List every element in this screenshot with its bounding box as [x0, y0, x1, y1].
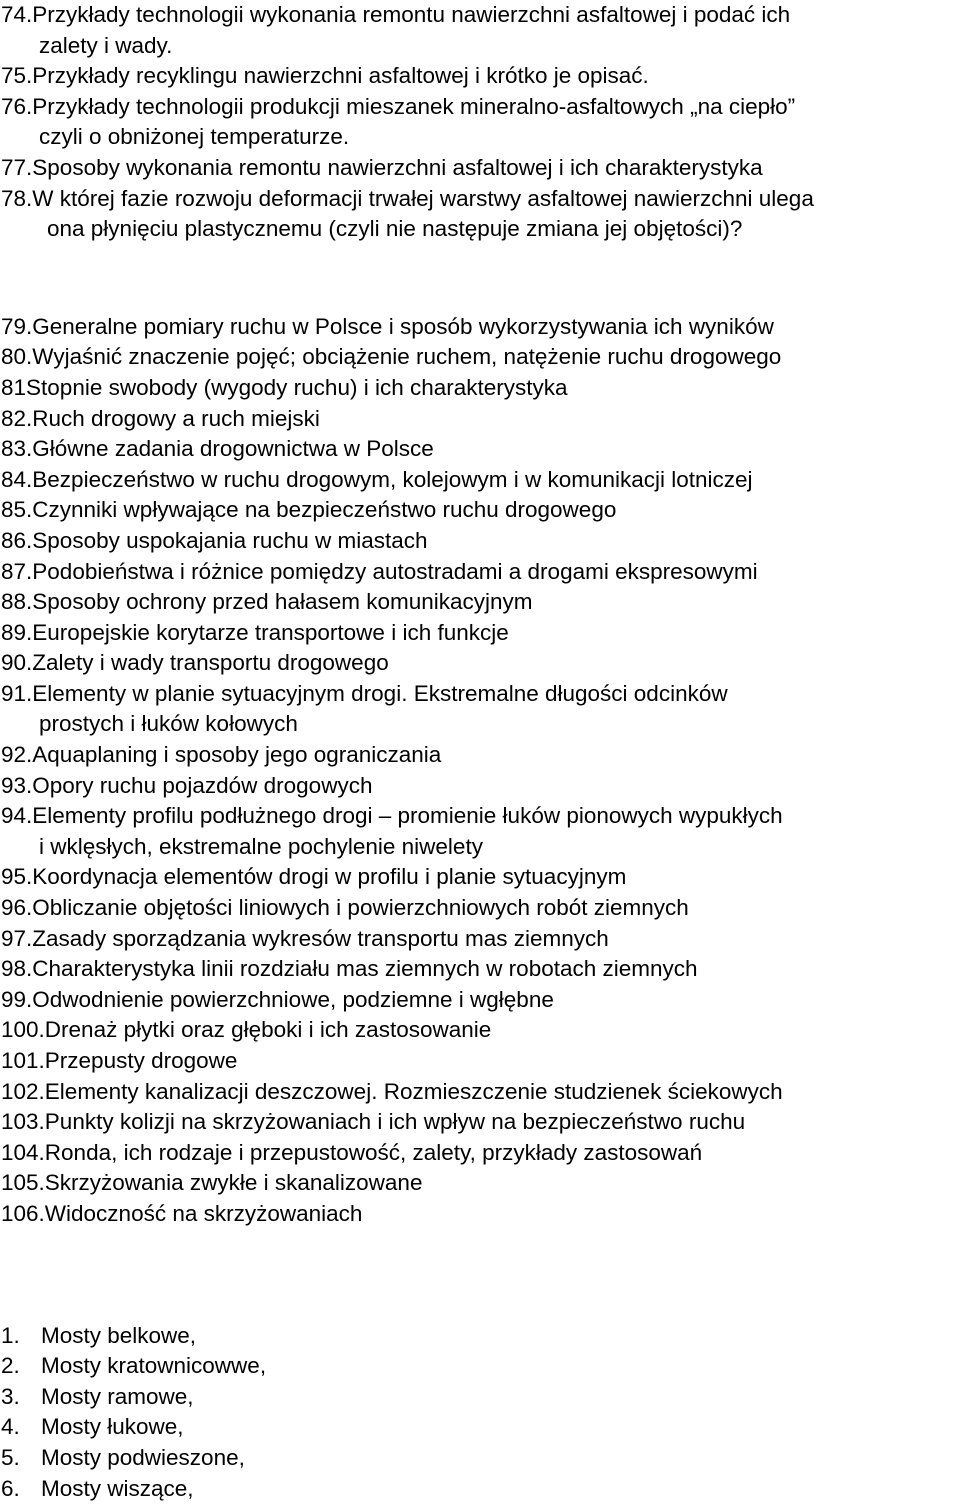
list-item	[0, 924, 960, 955]
item-text: W której fazie rozwoju deformacji trwałej warstwy asfaltowej nawierzchni ulega	[32, 185, 814, 211]
item-text: Skrzyżowania zwykłe i skanalizowane	[44, 1170, 423, 1196]
item-text: Przykłady recyklingu nawierzchni asfaltowej i krótko je opisać.	[32, 63, 649, 89]
item-text: Elementy kanalizacji deszczowej. Rozmieszczenie studzienek ściekowych	[44, 1078, 783, 1104]
item-text: Sposoby ochrony przed hałasem komunikacyjnym	[32, 589, 533, 615]
item-text: Mosty wiszące,	[41, 1475, 194, 1501]
list-item	[0, 1046, 960, 1077]
item-number: 93.	[1, 772, 33, 798]
spacer	[0, 1230, 960, 1321]
item-number: 1.	[1, 1322, 20, 1348]
question-list-roads	[0, 312, 960, 1230]
item-number: 83.	[1, 436, 33, 462]
list-item	[0, 801, 960, 862]
list-item	[0, 862, 960, 893]
list-item	[0, 1321, 960, 1352]
item-number: 106.	[1, 1200, 45, 1226]
list-item	[0, 404, 960, 435]
list-item	[0, 495, 960, 526]
item-text: Zalety i wady transportu drogowego	[32, 650, 389, 676]
item-text: Podobieństwa i różnice pomiędzy autostradami a drogami ekspresowymi	[32, 558, 758, 584]
bridge-types-list	[0, 1321, 960, 1504]
item-number: 5.	[1, 1444, 20, 1470]
question-list-asphalt	[0, 0, 960, 245]
item-number: 82.	[1, 405, 33, 431]
list-item	[0, 0, 960, 61]
list-item	[0, 184, 960, 245]
item-text: Stopnie swobody (wygody ruchu) i ich charakterystyka	[26, 374, 568, 400]
item-number: 96.	[1, 895, 33, 921]
item-text: Opory ruchu pojazdów drogowych	[32, 772, 373, 798]
item-number: 6.	[1, 1475, 20, 1501]
item-number: 91.	[1, 680, 33, 706]
item-number: 3.	[1, 1383, 20, 1409]
item-text: Bezpieczeństwo w ruchu drogowym, kolejowym i w komunikacji lotniczej	[32, 466, 753, 492]
list-item	[0, 893, 960, 924]
item-text: Elementy profilu podłużnego drogi – promienie łuków pionowych wypukłych	[32, 803, 783, 829]
item-number: 87.	[1, 558, 33, 584]
item-number: 85.	[1, 497, 33, 523]
item-number: 2.	[1, 1353, 20, 1379]
item-number: 104.	[1, 1139, 45, 1165]
list-item	[0, 1107, 960, 1138]
item-number: 100.	[1, 1017, 45, 1043]
item-text: Sposoby wykonania remontu nawierzchni asfaltowej i ich charakterystyka	[32, 154, 763, 180]
item-text: Generalne pomiary ruchu w Polsce i sposób wykorzystywania ich wyników	[32, 313, 774, 339]
item-text: Odwodnienie powierzchniowe, podziemne i wgłębne	[32, 986, 554, 1012]
item-number: 103.	[1, 1109, 45, 1135]
item-number: 94.	[1, 803, 33, 829]
list-item	[0, 618, 960, 649]
item-number: 102.	[1, 1078, 45, 1104]
item-text: Czynniki wpływające na bezpieczeństwo ruchu drogowego	[32, 497, 617, 523]
item-text: Europejskie korytarze transportowe i ich funkcje	[32, 619, 509, 645]
list-item	[0, 1168, 960, 1199]
item-text: Widoczność na skrzyżowaniach	[44, 1200, 363, 1226]
item-number: 84.	[1, 466, 33, 492]
list-item	[0, 1474, 960, 1504]
list-item	[0, 679, 960, 740]
list-item	[0, 1138, 960, 1169]
item-number: 77.	[1, 154, 33, 180]
item-text: Elementy w planie sytuacyjnym drogi. Ekstremalne długości odcinków	[32, 680, 728, 706]
list-item	[0, 373, 960, 404]
item-text: Charakterystyka linii rozdziału mas ziemnych w robotach ziemnych	[32, 956, 698, 982]
list-item	[0, 648, 960, 679]
item-text: Mosty ramowe,	[41, 1383, 194, 1409]
item-text-continuation: zalety i wady.	[39, 32, 173, 58]
item-number: 81	[1, 374, 27, 400]
list-item	[0, 985, 960, 1016]
item-text: Wyjaśnić znaczenie pojęć; obciążenie ruchem, natężenie ruchu drogowego	[32, 344, 782, 370]
item-number: 88.	[1, 589, 33, 615]
item-number: 75.	[1, 63, 33, 89]
item-text: Koordynacja elementów drogi w profilu i planie sytuacyjnym	[32, 864, 627, 890]
list-item	[0, 61, 960, 92]
item-number: 90.	[1, 650, 33, 676]
list-item	[0, 1351, 960, 1382]
item-number: 101.	[1, 1048, 45, 1073]
item-text: Ruch drogowy a ruch miejski	[32, 405, 320, 431]
list-item	[0, 434, 960, 465]
item-text: Zasady sporządzania wykresów transportu mas ziemnych	[32, 925, 609, 951]
item-text-continuation: i wklęsłych, ekstremalne pochylenie niwelety	[39, 833, 483, 859]
item-text: Ronda, ich rodzaje i przepustowość, zalety, przykłady zastosowań	[44, 1139, 703, 1165]
item-number: 74.	[1, 2, 33, 27]
list-item	[0, 153, 960, 184]
list-item	[0, 1412, 960, 1443]
list-item	[0, 312, 960, 343]
item-text: Sposoby uspokajania ruchu w miastach	[32, 527, 428, 553]
item-number: 76.	[1, 93, 33, 119]
item-text: Mosty łukowe,	[41, 1414, 184, 1440]
list-item	[0, 1199, 960, 1230]
item-text: Obliczanie objętości liniowych i powierzchniowych robót ziemnych	[32, 895, 689, 921]
list-item	[0, 1382, 960, 1413]
item-number: 105.	[1, 1170, 45, 1196]
item-number: 79.	[1, 313, 33, 339]
item-text-continuation: ona płynięciu plastycznemu (czyli nie następuje zmiana jej objętości)?	[47, 216, 743, 242]
item-number: 80.	[1, 344, 33, 370]
item-number: 92.	[1, 742, 33, 768]
list-item	[0, 526, 960, 557]
list-item	[0, 1015, 960, 1046]
item-number: 99.	[1, 986, 33, 1012]
item-text: Przykłady technologii produkcji mieszanek mineralno-asfaltowych „na ciepło”	[32, 93, 796, 119]
item-text: Drenaż płytki oraz głęboki i ich zastosowanie	[44, 1017, 492, 1043]
list-item	[0, 587, 960, 618]
list-item	[0, 342, 960, 373]
item-text: Przykłady technologii wykonania remontu nawierzchni asfaltowej i podać ich	[32, 2, 791, 27]
item-text-continuation: czyli o obniżonej temperaturze.	[39, 124, 350, 150]
list-item	[0, 771, 960, 802]
item-number: 89.	[1, 619, 33, 645]
spacer	[0, 245, 960, 312]
item-text: Główne zadania drogownictwa w Polsce	[32, 436, 434, 462]
list-item	[0, 1443, 960, 1474]
item-number: 95.	[1, 864, 33, 890]
item-number: 98.	[1, 956, 33, 982]
item-number: 97.	[1, 925, 33, 951]
item-number: 78.	[1, 185, 33, 211]
list-item	[0, 92, 960, 153]
item-text: Przepusty drogowe	[44, 1048, 238, 1073]
item-number: 86.	[1, 527, 33, 553]
item-text: Mosty kratownicowwe,	[41, 1353, 267, 1379]
list-item	[0, 740, 960, 771]
item-number: 4.	[1, 1414, 20, 1440]
list-item	[0, 1077, 960, 1108]
list-item	[0, 954, 960, 985]
list-item	[0, 557, 960, 588]
list-item	[0, 465, 960, 496]
item-text: Mosty podwieszone,	[41, 1444, 245, 1470]
item-text: Mosty belkowe,	[41, 1322, 197, 1348]
item-text-continuation: prostych i łuków kołowych	[39, 711, 298, 737]
item-text: Punkty kolizji na skrzyżowaniach i ich wpływ na bezpieczeństwo ruchu	[44, 1109, 746, 1135]
item-text: Aquaplaning i sposoby jego ograniczania	[32, 742, 442, 768]
